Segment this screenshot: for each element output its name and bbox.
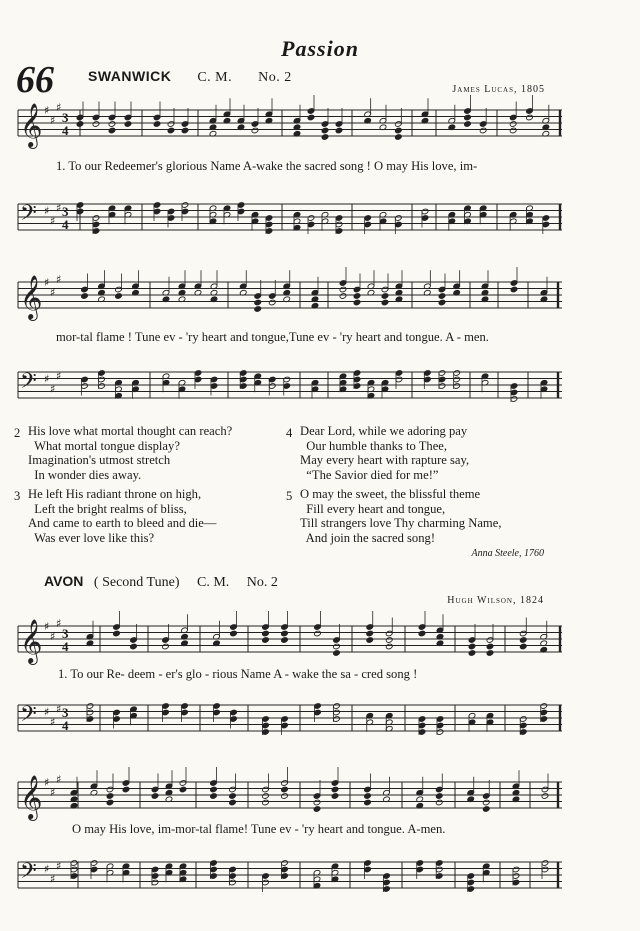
sharp-icon: ♯ bbox=[56, 100, 62, 114]
note-head bbox=[314, 630, 322, 637]
sharp-icon: ♯ bbox=[50, 113, 56, 127]
bass-clef-icon: 𝄢 bbox=[20, 201, 37, 231]
note-head bbox=[353, 293, 361, 300]
note-head bbox=[229, 793, 237, 800]
sharp-icon: ♯ bbox=[50, 715, 56, 729]
note-head bbox=[335, 127, 343, 134]
note-head bbox=[262, 793, 270, 800]
tune-number: No. 2 bbox=[258, 70, 292, 85]
treble-clef-icon: 𝄞 bbox=[20, 619, 43, 663]
sharp-icon: ♯ bbox=[50, 214, 56, 228]
bass-clef-icon: 𝄢 bbox=[20, 702, 37, 732]
note-head bbox=[510, 286, 518, 293]
note-head bbox=[385, 637, 393, 644]
lyric-line: 1. To our Redeemer's glorious Name A-wake the sacred song ! O may His love, im- bbox=[56, 159, 478, 173]
note-head bbox=[313, 806, 321, 813]
composer-credit: Hugh Wilson, 1824 bbox=[447, 595, 544, 606]
note-head bbox=[482, 799, 490, 806]
note-head bbox=[254, 306, 262, 313]
note-head bbox=[353, 299, 361, 306]
note-head bbox=[333, 643, 341, 650]
sharp-icon: ♯ bbox=[56, 772, 62, 786]
note-head bbox=[364, 793, 372, 800]
hymn-number: 66 bbox=[16, 59, 54, 101]
note-head bbox=[486, 650, 494, 657]
treble-staff bbox=[0, 272, 640, 321]
time-signature: 3 bbox=[62, 110, 69, 125]
note-head bbox=[106, 793, 114, 800]
note-head bbox=[262, 630, 270, 637]
note-head bbox=[130, 643, 138, 650]
sharp-icon: ♯ bbox=[44, 276, 50, 289]
sharp-icon: ♯ bbox=[44, 705, 50, 719]
verse-text: He left His radiant throne on high, Left the bright realms of bliss, And came to earth to bleed and die— Was ever love like this? bbox=[28, 487, 217, 545]
bass-clef-icon: 𝄢 bbox=[20, 369, 37, 399]
treble-clef-icon: 𝄞 bbox=[20, 775, 43, 819]
note-head bbox=[151, 793, 159, 800]
note-head bbox=[108, 121, 116, 128]
note-head bbox=[364, 799, 372, 806]
treble-staff bbox=[0, 100, 640, 149]
time-signature: 3 bbox=[62, 204, 69, 219]
lyric-line: mor-tal flame ! Tune ev - 'ry heart and tongue,Tune ev - 'ry heart and tongue. A - men. bbox=[56, 330, 489, 344]
note-head bbox=[229, 799, 237, 806]
tune-name: AVON bbox=[44, 573, 84, 589]
sharp-icon: ♯ bbox=[56, 702, 62, 716]
note-head bbox=[486, 643, 494, 650]
lyric-line: 1. To our Re- deem - er's glo - rious Name A - wake the sa - cred song ! bbox=[58, 667, 418, 681]
sharp-icon: ♯ bbox=[44, 372, 50, 386]
verse-text: O may the sweet, the blissful theme Fill every heart and tongue, Till strangers love Thy charming Name, And join the sacred song! bbox=[300, 487, 502, 545]
note-head bbox=[482, 806, 490, 813]
note-head bbox=[106, 799, 114, 806]
sharp-icon: ♯ bbox=[44, 204, 50, 218]
sharp-icon: ♯ bbox=[50, 629, 56, 643]
note-head bbox=[108, 127, 116, 134]
note-head bbox=[509, 121, 517, 128]
note-head bbox=[162, 643, 170, 650]
note-head bbox=[381, 299, 389, 306]
note-head bbox=[333, 650, 341, 657]
time-signature: 3 bbox=[62, 626, 69, 641]
sharp-icon: ♯ bbox=[50, 872, 56, 886]
note-head bbox=[76, 121, 84, 128]
note-head bbox=[395, 134, 403, 141]
note-head bbox=[281, 630, 289, 637]
note-head bbox=[385, 643, 393, 650]
verse-2 bbox=[14, 424, 233, 482]
author-credit: Anna Steele, 1760 bbox=[471, 548, 544, 559]
verse-3 bbox=[14, 487, 217, 545]
note-head bbox=[519, 643, 527, 650]
note-head bbox=[438, 299, 446, 306]
note-head bbox=[113, 630, 121, 637]
bass-staff bbox=[0, 699, 640, 744]
sharp-icon: ♯ bbox=[56, 859, 62, 873]
treble-staff bbox=[0, 616, 640, 665]
composer-credit: James Lucas, 1805 bbox=[452, 84, 545, 95]
meter: C. M. bbox=[197, 70, 233, 85]
sharp-icon: ♯ bbox=[56, 272, 62, 286]
note-head bbox=[281, 793, 289, 800]
sharp-icon: ♯ bbox=[56, 616, 62, 630]
note-head bbox=[366, 637, 374, 644]
note-head bbox=[153, 121, 161, 128]
time-signature: 3 bbox=[62, 705, 69, 720]
note-head bbox=[210, 793, 218, 800]
note-head bbox=[509, 127, 517, 134]
note-head bbox=[331, 793, 339, 800]
note-head bbox=[281, 637, 289, 644]
note-head bbox=[230, 630, 238, 637]
time-signature: 4 bbox=[62, 639, 69, 654]
note-head bbox=[167, 127, 175, 134]
bass-staff bbox=[0, 366, 640, 411]
note-head bbox=[541, 793, 549, 800]
treble-staff bbox=[0, 772, 640, 821]
note-head bbox=[281, 786, 289, 793]
note-head bbox=[115, 293, 123, 300]
verse-number: 2 bbox=[14, 426, 21, 440]
note-head bbox=[464, 121, 472, 128]
note-head bbox=[395, 127, 403, 134]
note-head bbox=[81, 293, 89, 300]
lyric-line: O may His love, im-mor-tal flame! Tune ev - 'ry heart and tongue. A-men. bbox=[72, 822, 446, 836]
note-head bbox=[479, 127, 487, 134]
note-head bbox=[339, 293, 347, 300]
sharp-icon: ♯ bbox=[50, 382, 56, 396]
second-tune-header bbox=[44, 573, 278, 591]
verse-4 bbox=[286, 424, 470, 482]
note-head bbox=[526, 114, 534, 121]
note-head bbox=[262, 799, 270, 806]
note-head bbox=[92, 121, 100, 128]
note-head bbox=[321, 127, 329, 134]
note-head bbox=[179, 786, 187, 793]
page-title: Passion bbox=[281, 36, 359, 61]
sharp-icon: ♯ bbox=[50, 285, 56, 299]
verse-number: 3 bbox=[14, 489, 21, 503]
note-head bbox=[251, 127, 259, 134]
note-head bbox=[435, 793, 443, 800]
note-head bbox=[339, 286, 347, 293]
sharp-icon: ♯ bbox=[50, 785, 56, 799]
meter: C. M. bbox=[196, 575, 230, 590]
note-head bbox=[468, 650, 476, 657]
note-head bbox=[464, 114, 472, 121]
tune-label: ( Second Tune) bbox=[93, 575, 180, 590]
bass-staff bbox=[0, 856, 640, 901]
treble-clef-icon: 𝄞 bbox=[20, 275, 43, 319]
note-head bbox=[181, 127, 189, 134]
verse-text: Dear Lord, while we adoring pay Our humble thanks to Thee, May every heart with rapture say, “The Savior died for me!” bbox=[300, 424, 470, 482]
note-head bbox=[331, 786, 339, 793]
note-head bbox=[519, 637, 527, 644]
note-head bbox=[418, 630, 426, 637]
tune-number: No. 2 bbox=[246, 575, 278, 590]
note-head bbox=[254, 299, 262, 306]
verse-number: 5 bbox=[286, 489, 293, 503]
note-head bbox=[124, 121, 132, 128]
treble-clef-icon: 𝄞 bbox=[20, 103, 43, 147]
note-head bbox=[321, 134, 329, 141]
verse-5 bbox=[286, 487, 502, 545]
note-head bbox=[381, 293, 389, 300]
time-signature: 4 bbox=[62, 217, 69, 232]
time-signature: 4 bbox=[62, 718, 69, 733]
bass-staff bbox=[0, 198, 640, 243]
note-head bbox=[435, 799, 443, 806]
note-head bbox=[438, 293, 446, 300]
note-head bbox=[307, 114, 315, 121]
verse-number: 4 bbox=[286, 426, 293, 440]
bass-clef-icon: 𝄢 bbox=[20, 859, 37, 889]
sharp-icon: ♯ bbox=[44, 776, 50, 789]
note-head bbox=[210, 786, 218, 793]
note-head bbox=[366, 630, 374, 637]
note-head bbox=[468, 643, 476, 650]
sharp-icon: ♯ bbox=[44, 862, 50, 876]
sharp-icon: ♯ bbox=[44, 104, 50, 117]
sharp-icon: ♯ bbox=[56, 369, 62, 383]
note-head bbox=[313, 799, 321, 806]
tune-header bbox=[88, 68, 292, 86]
sharp-icon: ♯ bbox=[56, 201, 62, 215]
note-head bbox=[262, 637, 270, 644]
note-head bbox=[122, 786, 130, 793]
note-head bbox=[268, 299, 276, 306]
time-signature: 4 bbox=[62, 123, 69, 138]
verse-text: His love what mortal thought can reach? What mortal tongue display? Imagination's utmost stretch In wonder dies away. bbox=[28, 424, 233, 482]
sharp-icon: ♯ bbox=[44, 620, 50, 633]
tune-name: SWANWICK bbox=[88, 68, 172, 84]
